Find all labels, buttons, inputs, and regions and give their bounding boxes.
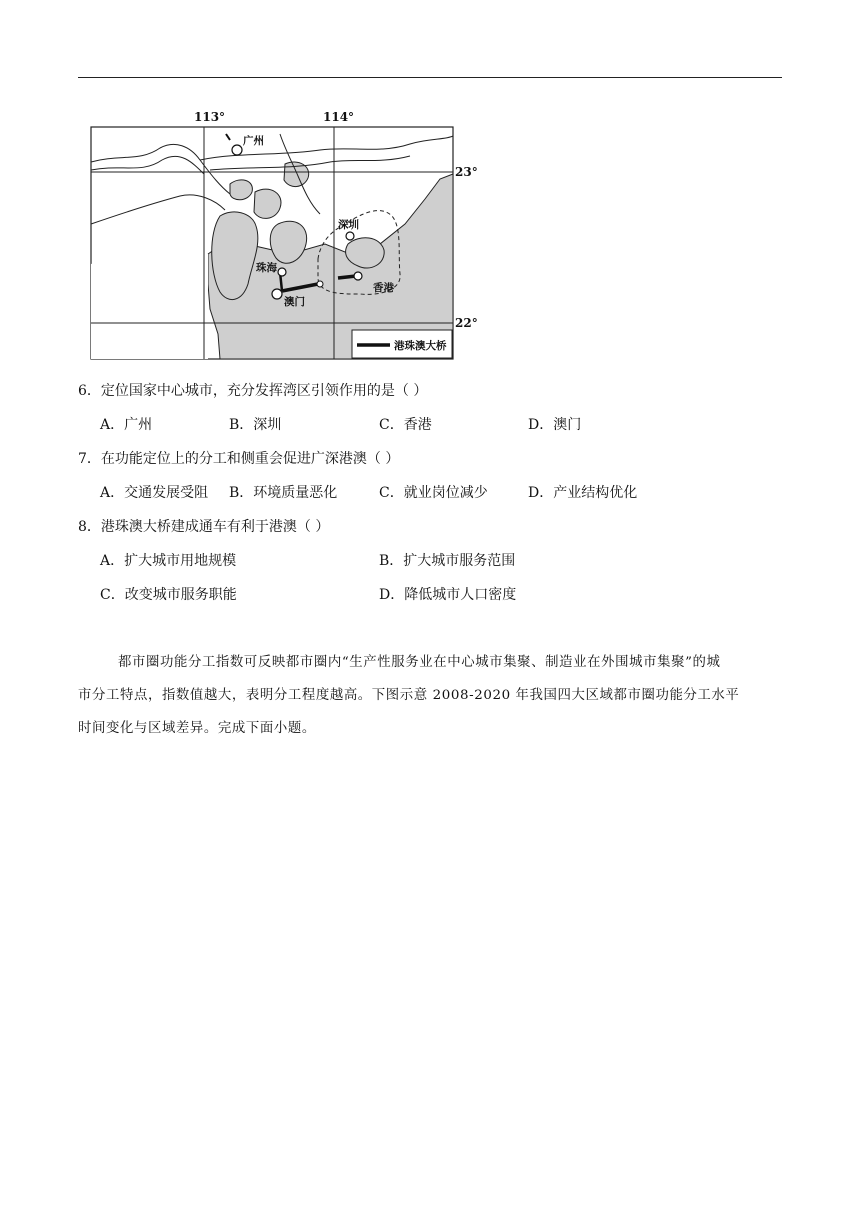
shenzhen-marker [346,232,354,240]
header-rule [78,77,782,78]
q8-option-a[interactable]: A．扩大城市用地规模 [100,553,237,569]
label-shenzhen: 深圳 [338,219,359,231]
q8-option-b[interactable]: B．扩大城市服务范围 [379,553,516,569]
bridge-island-marker [317,281,323,287]
q7-option-d[interactable]: D．产业结构优化 [528,485,638,501]
passage [78,646,782,745]
lon-label-113: 113° [194,110,226,124]
passage-line-1: 都市圈功能分工指数可反映都市圈内“生产性服务业在中心城市集聚、制造业在外围城市集聚”的城 [118,655,721,670]
macau-marker [272,289,282,299]
q7-option-a[interactable]: A．交通发展受阻 [100,485,209,501]
passage-line-2: 市分工特点，指数值越大，表明分工程度越高。下图示意 2008-2020 年我国四大区域都市圈功能分工水平 [78,688,740,703]
hongkong-marker [354,272,362,280]
lon-label-114: 114° [323,110,355,124]
q6-option-b[interactable]: B．深圳 [229,417,282,433]
lat-label-22: 22° [455,316,478,330]
label-hongkong: 香港 [373,282,394,294]
q6-option-a[interactable]: A．广州 [100,417,153,433]
q8-option-c[interactable]: C．改变城市服务职能 [100,587,237,603]
legend-label: 港珠澳大桥 [394,340,447,352]
q7-option-b[interactable]: B．环境质量恶化 [229,485,338,501]
guangzhou-marker [232,145,242,155]
label-zhuhai: 珠海 [256,262,277,274]
pearl-river-delta-map [80,104,480,366]
label-macau: 澳门 [284,296,305,308]
label-guangzhou: 广州 [243,135,264,147]
q6-option-d[interactable]: D．澳门 [528,417,582,433]
q8-option-d[interactable]: D．降低城市人口密度 [379,587,517,603]
passage-line-3: 时间变化与区域差异。完成下面小题。 [78,721,316,736]
zhuhai-marker [278,268,286,276]
question-8-stem: 8．港珠澳大桥建成通车有利于港澳（ ） [78,519,330,535]
q7-option-c[interactable]: C．就业岗位减少 [379,485,488,501]
island-b [254,189,281,218]
lat-label-23: 23° [455,165,478,179]
question-7-stem: 7．在功能定位上的分工和侧重会促进广深港澳（ ） [78,451,400,467]
question-6-stem: 6．定位国家中心城市，充分发挥湾区引领作用的是（ ） [78,383,428,399]
island-c [230,180,252,200]
q6-option-c[interactable]: C．香港 [379,417,432,433]
